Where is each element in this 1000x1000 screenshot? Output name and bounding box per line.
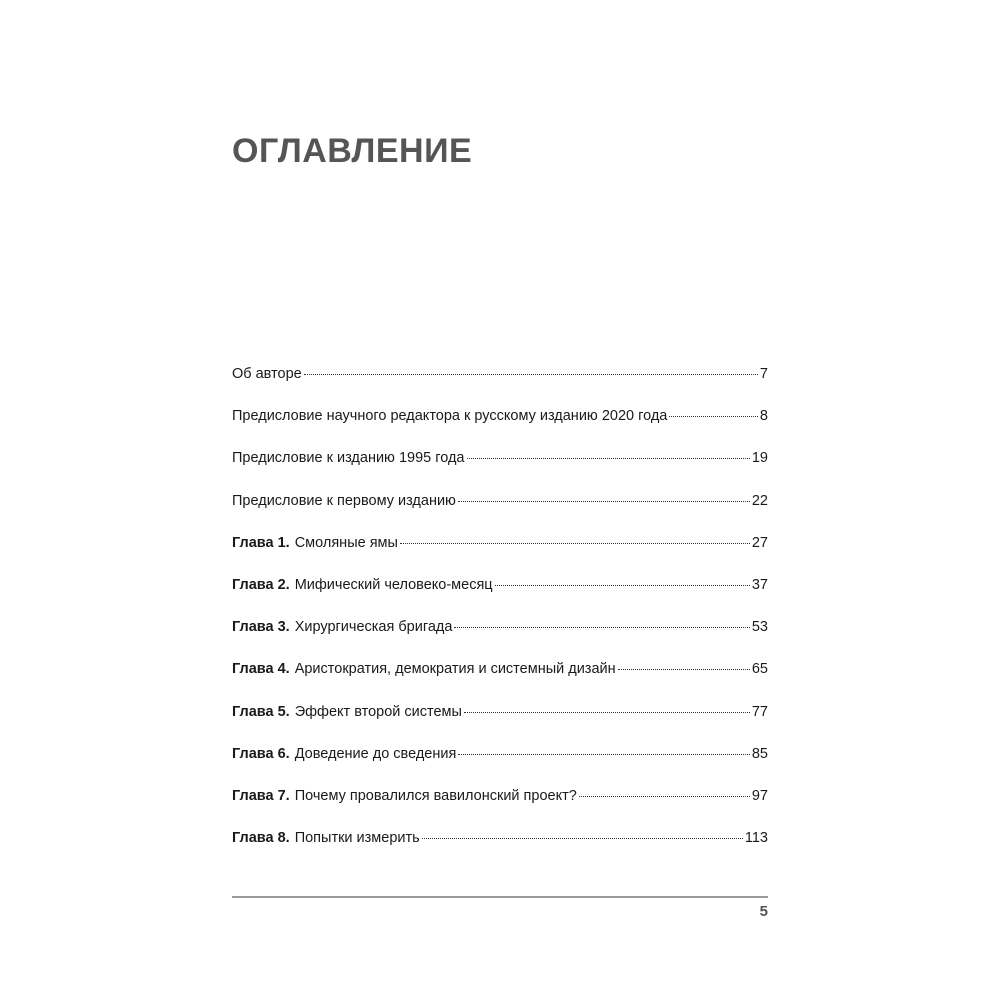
toc-entry-title: Доведение до сведения <box>294 745 457 762</box>
toc-entry-label <box>232 366 302 382</box>
toc-entry-chapter-4[interactable] <box>232 661 768 703</box>
dot-leader <box>669 416 758 417</box>
toc-entry-label <box>232 450 465 466</box>
chapter-number: Глава 6. <box>232 745 290 762</box>
toc-entry-label <box>232 577 493 593</box>
dot-leader <box>400 543 750 544</box>
toc-entry-chapter-8[interactable] <box>232 830 768 872</box>
toc-entry-title: Хирургическая бригада <box>294 619 453 636</box>
toc-entry-title: Эффект второй системы <box>294 703 462 720</box>
toc-entry-chapter-7[interactable] <box>232 788 768 830</box>
toc-entry-title: Об авторе <box>232 366 302 382</box>
page-title: ОГЛАВЛЕНИЕ <box>232 132 473 170</box>
toc-entry-preface-1995[interactable] <box>232 450 768 492</box>
toc-entry-title: Предисловие научного редактора к русскому изданию 2020 года <box>232 408 668 425</box>
toc-entry-label <box>232 619 452 635</box>
dot-leader <box>464 712 750 713</box>
dot-leader <box>454 627 749 628</box>
chapter-number: Глава 4. <box>232 661 290 678</box>
toc-entry-page: 113 <box>744 830 768 847</box>
dot-leader <box>467 458 750 459</box>
dot-leader <box>579 796 750 797</box>
chapter-number: Глава 8. <box>232 830 290 847</box>
toc-entry-page: 53 <box>751 619 768 636</box>
toc-entry-title: Предисловие к изданию 1995 года <box>232 450 465 467</box>
toc-entry-label <box>232 408 667 424</box>
toc-entry-label <box>232 830 420 846</box>
toc-entry-editor-preface-2020[interactable] <box>232 408 768 450</box>
dot-leader <box>422 838 743 839</box>
toc-entry-page: 77 <box>751 703 768 720</box>
chapter-number: Глава 5. <box>232 703 290 720</box>
chapter-number: Глава 7. <box>232 787 290 804</box>
toc-entry-page: 27 <box>751 534 768 551</box>
toc-entry-page: 85 <box>751 745 768 762</box>
toc-entry-label <box>232 746 456 762</box>
toc-entry-first-edition-preface[interactable] <box>232 493 768 535</box>
chapter-number: Глава 2. <box>232 576 290 593</box>
toc-entry-page: 8 <box>759 408 768 425</box>
toc-entry-chapter-3[interactable] <box>232 619 768 661</box>
dot-leader <box>304 374 758 375</box>
dot-leader <box>458 754 750 755</box>
table-of-contents <box>232 366 768 872</box>
toc-entry-chapter-2[interactable] <box>232 577 768 619</box>
toc-entry-title: Мифический человеко-месяц <box>294 576 493 593</box>
toc-entry-title: Почему провалился вавилонский проект? <box>294 787 577 804</box>
dot-leader <box>495 585 750 586</box>
toc-entry-page: 65 <box>751 661 768 678</box>
toc-entry-title: Попытки измерить <box>294 830 420 847</box>
toc-entry-page: 97 <box>751 787 768 804</box>
toc-entry-about-author[interactable] <box>232 366 768 408</box>
toc-entry-title: Предисловие к первому изданию <box>232 492 456 509</box>
toc-entry-title: Смоляные ямы <box>294 534 398 551</box>
toc-entry-title: Аристократия, демократия и системный дизайн <box>294 661 616 678</box>
dot-leader <box>458 501 750 502</box>
chapter-number: Глава 1. <box>232 534 290 551</box>
toc-entry-page: 19 <box>751 450 768 467</box>
toc-entry-label <box>232 493 456 509</box>
page-number: 5 <box>759 903 768 920</box>
toc-entry-page: 37 <box>751 576 768 593</box>
toc-entry-chapter-1[interactable] <box>232 535 768 577</box>
toc-entry-label <box>232 661 616 677</box>
chapter-number: Глава 3. <box>232 619 290 636</box>
toc-entry-page: 22 <box>751 492 768 509</box>
toc-entry-label <box>232 535 398 551</box>
toc-entry-label <box>232 704 462 720</box>
toc-entry-chapter-5[interactable] <box>232 704 768 746</box>
toc-entry-page: 7 <box>759 366 768 382</box>
footer-divider <box>232 896 768 898</box>
toc-entry-chapter-6[interactable] <box>232 746 768 788</box>
dot-leader <box>618 669 750 670</box>
toc-entry-label <box>232 788 577 804</box>
